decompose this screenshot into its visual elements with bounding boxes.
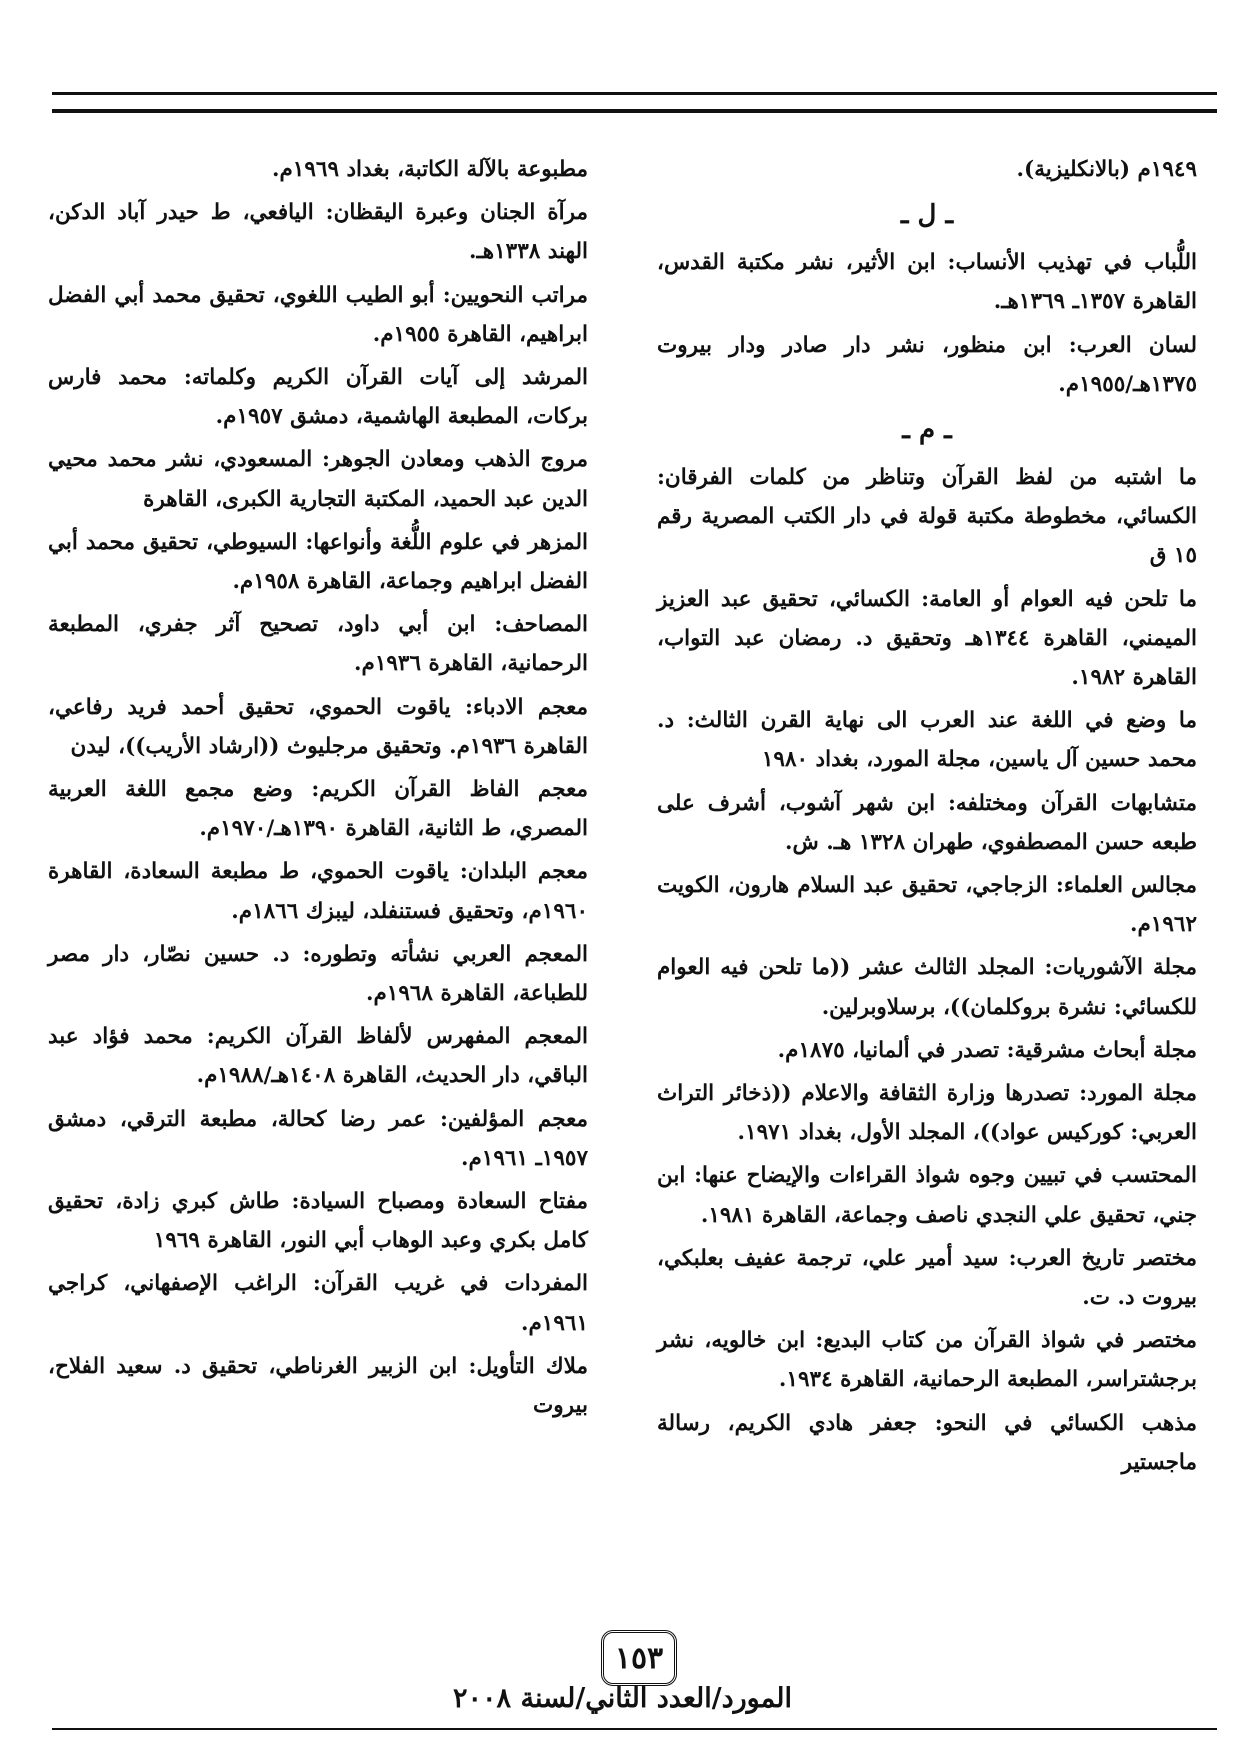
journal-footer: المورد/العدد الثاني/لسنة ٢٠٠٨ [453,1683,792,1714]
list-item: مفتاح السعادة ومصباح السيادة: طاش كبري زادة، تحقيق كامل بكري وعبد الوهاب أبي النور، القاهرة ١٩٦٩ [48,1189,588,1254]
intro-text: ١٩٤٩م (بالانكليزية). [1016,157,1197,182]
list-item: المفردات في غريب القرآن: الراغب الإصفهاني، كراجي ١٩٦١م. [48,1271,588,1336]
list-item: المصاحف: ابن أبي داود، تصحيح آثر جفري، المطبعة الرحمانية، القاهرة ١٩٣٦م. [48,612,588,677]
list-item: مختصر في شواذ القرآن من كتاب البديع: ابن خالويه، نشر برجشتراسر، المطبعة الرحمانية، القاهرة ١٩٣٤. [657,1328,1197,1393]
section-letter-lam: ـ ل ـ [900,200,954,231]
list-item: ما تلحن فيه العوام أو العامة: الكسائي، تحقيق عبد العزيز الميمني، القاهرة ١٣٤٤هـ وتحقيق د. رمضان عبد التواب، القاهرة ١٩٨٢. [657,586,1198,691]
list-item: المرشد إلى آيات القرآن الكريم وكلماته: محمد فارس بركات، المطبعة الهاشمية، دمشق ١٩٥٧م. [48,365,588,430]
list-item: مجالس العلماء: الزجاجي، تحقيق عبد السلام هارون، الكويت ١٩٦٢م. [657,873,1197,938]
left-column [48,150,588,1425]
right-column [657,150,1197,1482]
list-item: مجلة المورد: تصدرها وزارة الثقافة والاعلام ((ذخائر التراث العربي: كوركيس عواد))، المجلد الأول، بغداد ١٩٧١. [657,1081,1197,1146]
list-item: معجم المؤلفين: عمر رضا كحالة، مطبعة الترقي، دمشق ١٩٥٧ـ ١٩٦١م. [48,1106,588,1171]
list-item: متشابهات القرآن ومختلفه: ابن شهر آشوب، أشرف على طبعه حسن المصطفوي، طهران ١٣٢٨ هـ. ش. [657,790,1197,855]
footer-rule [52,1728,1217,1730]
list-item: ما وضع في اللغة عند العرب الى نهاية القرن الثالث: د. محمد حسين آل ياسين، مجلة المورد، بغداد ١٩٨٠ [657,708,1197,773]
list-item: المحتسب في تبيين وجوه شواذ القراءات والإيضاح عنها: ابن جني، تحقيق علي النجدي ناصف وجماعة، القاهرة ١٩٨١. [657,1163,1197,1228]
list-item: معجم الفاظ القرآن الكريم: وضع مجمع اللغة العربية المصري، ط الثانية، القاهرة ١٣٩٠هـ/١٩٧٠م. [48,777,588,842]
list-item: المعجم العربي نشأته وتطوره: د. حسين نصّار، دار مصر للطباعة، القاهرة ١٩٦٨م. [48,941,588,1007]
list-item: مجلة أبحاث مشرقية: تصدر في ألمانيا، ١٨٧٥م. [777,1037,1197,1063]
list-item: مختصر تاريخ العرب: سيد أمير علي، ترجمة عفيف بعلبكي، بيروت د. ت. [657,1245,1197,1311]
list-item: معجم البلدان: ياقوت الحموي، ط مطبعة السعادة، القاهرة ١٩٦٠م، وتحقيق فستنفلد، ليبزك ١٨٦٦م. [48,859,588,924]
list-item: مرآة الجنان وعبرة اليقظان: اليافعي، ط حيدر آباد الدكن، الهند ١٣٣٨هـ. [48,200,588,265]
list-item: مجلة الآشوريات: المجلد الثالث عشر ((ما تلحن فيه العوام للكسائي: نشرة بروكلمان))، برسلاوبرلين. [657,955,1197,1020]
header-rule-top [52,92,1217,95]
list-item: مروج الذهب ومعادن الجوهر: المسعودي، نشر محمد محيي الدين عبد الحميد، المكتبة التجارية الكبرى، القاهرة [48,447,588,512]
list-item: المزهر في علوم اللُّغة وأنواعها: السيوطي، تحقيق محمد أبي الفضل ابراهيم وجماعة، القاهرة ١٩٥٨م. [48,529,588,595]
list-item: لسان العرب: ابن منظور، نشر دار صادر ودار بيروت ١٣٧٥هـ/١٩٥٥م. [657,332,1197,397]
list-item: مذهب الكسائي في النحو: جعفر هادي الكريم، رسالة ماجستير [657,1410,1197,1475]
list-item: المعجم المفهرس لألفاظ القرآن الكريم: محمد فؤاد عبد الباقي، دار الحديث، القاهرة ١٤٠٨هـ/١٩٨٨م. [48,1024,588,1089]
section-letter-mim: ـ م ـ [902,415,952,446]
list-item: ما اشتبه من لفظ القرآن وتناظر من كلمات الفرقان: الكسائي، مخطوطة مكتبة قولة في دار الكتب المصرية رقم ١٥ ق [657,465,1197,569]
page-number: ١٥٣ [601,1630,677,1686]
list-item: ملاك التأويل: ابن الزبير الغرناطي، تحقيق د. سعيد الفلاح، بيروت [48,1353,588,1419]
list-item: مطبوعة بالآلة الكاتبة، بغداد ١٩٦٩م. [272,157,588,182]
list-item: اللُّباب في تهذيب الأنساب: ابن الأثير، نشر مكتبة القدس، القاهرة ١٣٥٧ـ ١٣٦٩هـ. [657,250,1197,315]
header-rule-bottom [52,109,1217,113]
list-item: معجم الادباء: ياقوت الحموي، تحقيق أحمد فريد رفاعي، القاهرة ١٩٣٦م. وتحقيق مرجليوث ((ارشاد الأريب))، ليدن [48,694,588,759]
list-item: مراتب النحويين: أبو الطيب اللغوي، تحقيق محمد أبي الفضل ابراهيم، القاهرة ١٩٥٥م. [48,282,588,347]
